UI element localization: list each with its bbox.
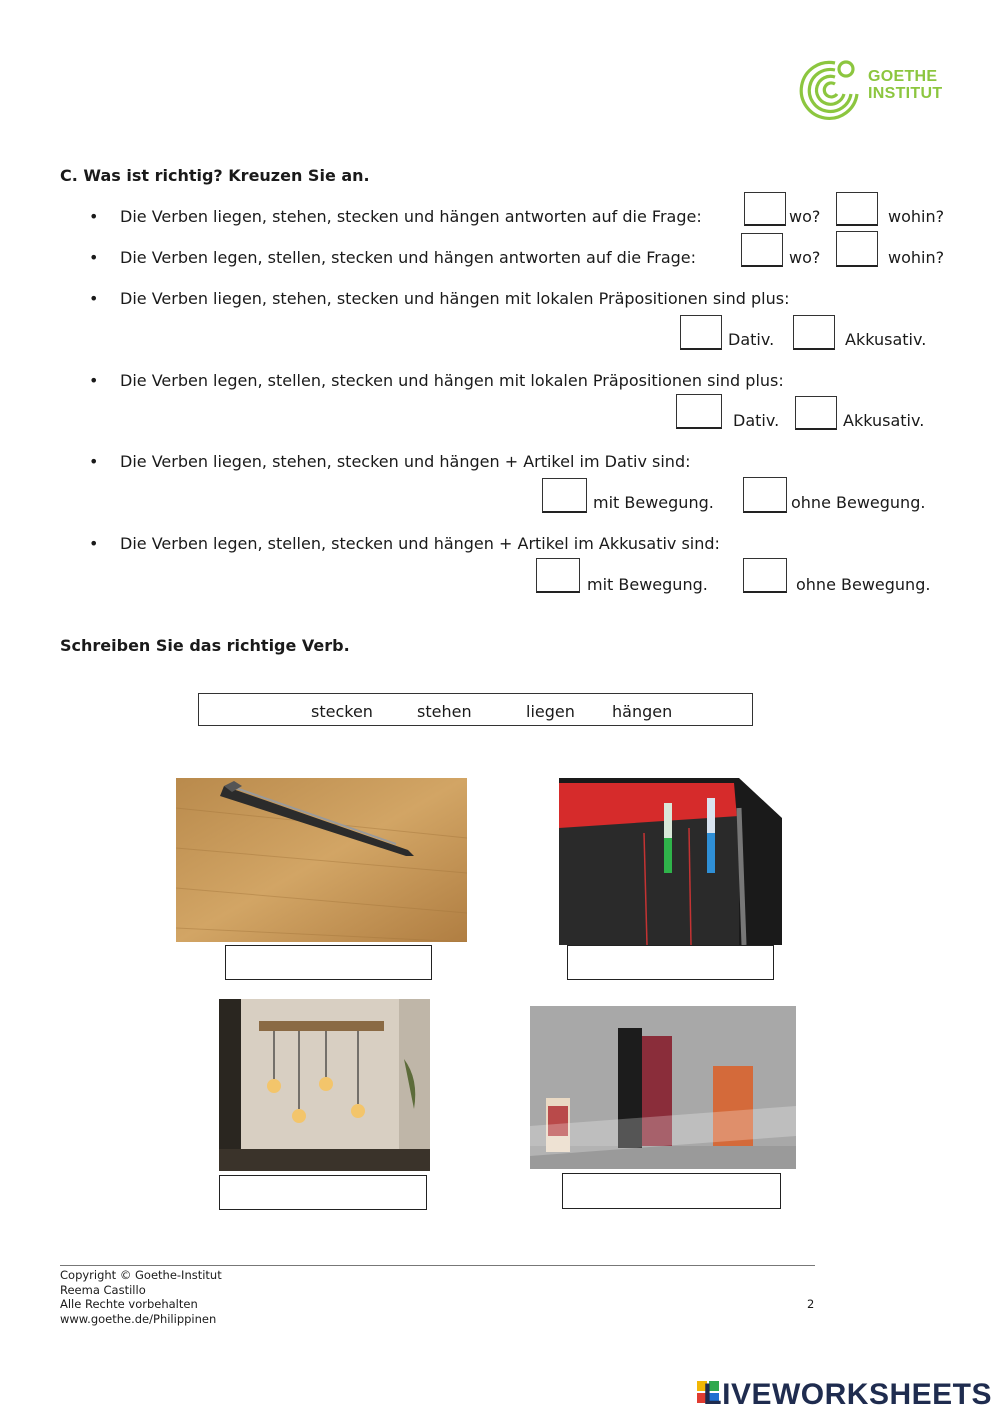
checkbox-5-ohne[interactable] bbox=[743, 477, 787, 513]
statement-1: Die Verben liegen, stehen, stecken und hängen antworten auf die Frage: bbox=[120, 207, 702, 226]
checkbox-2-wohin[interactable] bbox=[836, 231, 878, 267]
footer-text bbox=[60, 1268, 222, 1326]
statement-2: Die Verben legen, stellen, stecken und hängen antworten auf die Frage: bbox=[120, 248, 697, 267]
answer-field-2[interactable] bbox=[567, 945, 774, 980]
checkbox-3-akkusativ[interactable] bbox=[793, 315, 835, 350]
logo-line-2: INSTITUT bbox=[868, 85, 943, 102]
statement-4: Die Verben legen, stellen, stecken und hängen mit lokalen Präpositionen sind plus: bbox=[120, 371, 784, 390]
answer-field-3[interactable] bbox=[219, 1175, 427, 1210]
option-2-wohin: wohin? bbox=[888, 248, 945, 267]
footer-author: Reema Castillo bbox=[60, 1282, 146, 1297]
bullet: • bbox=[89, 371, 99, 390]
option-5-ohne: ohne Bewegung. bbox=[791, 493, 926, 512]
option-4-akkusativ: Akkusativ. bbox=[843, 411, 925, 430]
checkbox-2-wo[interactable] bbox=[741, 233, 783, 267]
footer-copyright: Copyright © Goethe-Institut bbox=[60, 1268, 222, 1282]
bullet: • bbox=[89, 207, 99, 226]
checkbox-4-akkusativ[interactable] bbox=[795, 396, 837, 430]
bullet: • bbox=[89, 534, 99, 553]
blue-pen-icon bbox=[707, 798, 715, 873]
green-pen-icon bbox=[664, 803, 672, 873]
option-4-dativ: Dativ. bbox=[733, 411, 780, 430]
answer-field-4[interactable] bbox=[562, 1173, 781, 1209]
option-3-akkusativ: Akkusativ. bbox=[845, 330, 927, 349]
statement-6: Die Verben legen, stellen, stecken und hängen + Artikel im Akkusativ sind: bbox=[120, 534, 720, 553]
option-5-mit: mit Bewegung. bbox=[593, 493, 714, 512]
logo-line-1: GOETHE bbox=[868, 68, 938, 85]
bullet: • bbox=[89, 248, 99, 267]
footer-website: www.goethe.de/Philippinen bbox=[60, 1311, 217, 1326]
word-bank bbox=[198, 693, 753, 726]
verb-section-title: Schreiben Sie das richtige Verb. bbox=[60, 636, 350, 655]
goethe-logo-text bbox=[868, 68, 942, 102]
word-liegen: liegen bbox=[526, 702, 575, 721]
checkbox-6-mit[interactable] bbox=[536, 558, 580, 593]
checkbox-3-dativ[interactable] bbox=[680, 315, 722, 350]
word-stecken: stecken bbox=[311, 702, 373, 721]
answer-field-1[interactable] bbox=[225, 945, 432, 980]
goethe-logo bbox=[795, 56, 945, 126]
footer-divider bbox=[60, 1265, 815, 1266]
statement-3: Die Verben liegen, stehen, stecken und hängen mit lokalen Präpositionen sind plus: bbox=[120, 289, 790, 308]
image-pens-in-bag bbox=[559, 778, 782, 945]
option-1-wohin: wohin? bbox=[888, 207, 945, 226]
goethe-logo-icon bbox=[795, 56, 865, 126]
image-books-on-shelf bbox=[530, 1006, 796, 1169]
option-2-wo: wo? bbox=[789, 248, 821, 267]
image-hanging-lamps bbox=[219, 999, 430, 1171]
option-3-dativ: Dativ. bbox=[728, 330, 775, 349]
bullet: • bbox=[89, 289, 99, 308]
option-6-mit: mit Bewegung. bbox=[587, 575, 708, 594]
option-6-ohne: ohne Bewegung. bbox=[796, 575, 931, 594]
liveworksheets-brand[interactable]: LIVEWORKSHEETS bbox=[703, 1378, 992, 1411]
word-stehen: stehen bbox=[417, 702, 472, 721]
statement-5: Die Verben liegen, stehen, stecken und hängen + Artikel im Dativ sind: bbox=[120, 452, 691, 471]
page-number: 2 bbox=[807, 1297, 815, 1311]
checkbox-6-ohne[interactable] bbox=[743, 558, 787, 593]
option-1-wo: wo? bbox=[789, 207, 821, 226]
checkbox-1-wohin[interactable] bbox=[836, 192, 878, 226]
checkbox-1-wo[interactable] bbox=[744, 192, 786, 226]
footer-rights: Alle Rechte vorbehalten bbox=[60, 1297, 198, 1311]
image-pen-on-table bbox=[176, 778, 467, 942]
checkbox-5-mit[interactable] bbox=[542, 478, 587, 513]
checkbox-4-dativ[interactable] bbox=[676, 394, 722, 429]
bullet: • bbox=[89, 452, 99, 471]
word-haengen: hängen bbox=[612, 702, 673, 721]
section-c-title: C. Was ist richtig? Kreuzen Sie an. bbox=[60, 166, 370, 185]
